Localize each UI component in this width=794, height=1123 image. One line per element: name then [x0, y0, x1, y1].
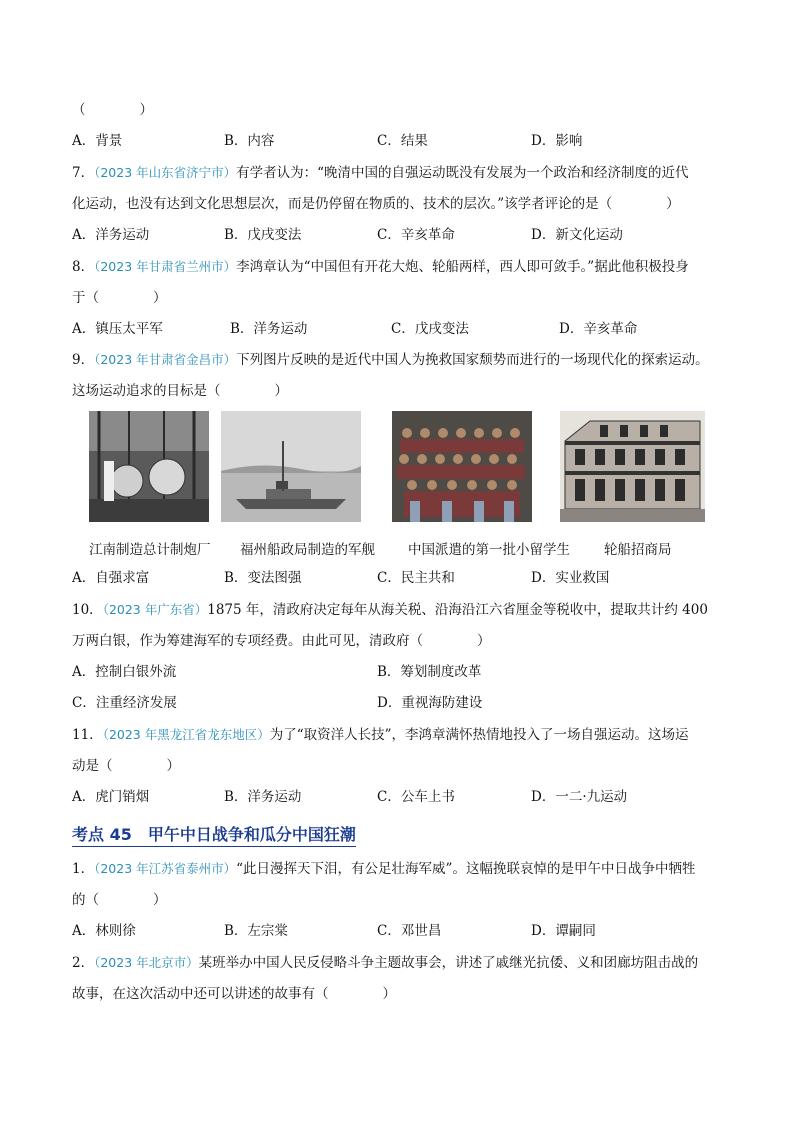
- s1-source: （2023 年江苏省泰州市）: [94, 861, 237, 876]
- q6-option-b: B．内容: [224, 133, 275, 149]
- q10-option-d: D．重视海防建设: [377, 695, 483, 711]
- q6-stem-tail: （ ）: [72, 102, 153, 118]
- q6-option-d: D．影响: [531, 133, 583, 149]
- factory-photo: [89, 411, 209, 522]
- q11-option-c: C．公车上书: [377, 789, 455, 805]
- q11-source: （2023 年黑龙江省龙东地区）: [102, 727, 270, 742]
- s1-option-c: C．邓世昌: [377, 923, 442, 939]
- merchants-bureau-photo: [560, 411, 705, 522]
- s1-option-a: A．林则徐: [72, 923, 136, 939]
- q9-option-b: B．变法图强: [224, 570, 302, 586]
- q9-line1: 9．（2023 年甘肃省金昌市）下列图片反映的是近代中国人为挽救国家颓势而进行的一场现代化的探索运动。: [72, 352, 709, 368]
- q7-option-b: B．戊戌变法: [224, 227, 302, 243]
- q10-option-a: A．控制白银外流: [72, 664, 177, 680]
- q9-source: （2023 年甘肃省金昌市）: [94, 352, 237, 367]
- q9-option-a: A．自强求富: [72, 570, 150, 586]
- q7-option-a: A．洋务运动: [72, 227, 150, 243]
- s1-option-b: B．左宗棠: [224, 923, 288, 939]
- q6-option-a: A．背景: [72, 133, 123, 149]
- q11-option-b: B．洋务运动: [224, 789, 302, 805]
- q8-line2: 于（ ）: [72, 290, 167, 306]
- q6-option-c: C．结果: [377, 133, 428, 149]
- q11-option-d: D．一二·九运动: [531, 789, 628, 805]
- q7-option-d: D．新文化运动: [531, 227, 623, 243]
- q8-option-d: D．辛亥革命: [559, 321, 638, 337]
- caption-students: 中国派遣的第一批小留学生: [408, 542, 570, 558]
- caption-factory: 江南制造总计制炮厂: [89, 542, 211, 558]
- q10-source: （2023 年广东省）: [102, 602, 208, 617]
- q7-option-c: C．辛亥革命: [377, 227, 455, 243]
- caption-merchants: 轮船招商局: [604, 542, 672, 558]
- q7-number: 7．: [72, 165, 95, 181]
- q11-line2: 动是（ ）: [72, 758, 180, 774]
- q9-line2: 这场运动追求的目标是（ ）: [72, 383, 288, 399]
- q8-option-b: B．洋务运动: [230, 321, 308, 337]
- s1-option-d: D．谭嗣同: [531, 923, 596, 939]
- q7-line1: 7．（2023 年山东省济宁市）有学者认为：“晚清中国的自强运动既没有发展为一个政治和经济制度的近代: [72, 165, 689, 181]
- s1-line2: 的（ ）: [72, 892, 167, 908]
- q9-option-c: C．民主共和: [377, 570, 455, 586]
- s2-source: （2023 年北京市）: [94, 955, 199, 970]
- q11-option-a: A．虎门销烟: [72, 789, 150, 805]
- q10-line1: 10．（2023 年广东省）1875 年，清政府决定每年从海关税、沿海沿江六省厘金等税收中，提取共计约 400: [72, 602, 708, 618]
- section-heading: 考点 45 甲午中日战争和瓜分中国狂潮: [72, 822, 356, 847]
- q7-source: （2023 年山东省济宁市）: [94, 165, 237, 180]
- s2-line1: 2．（2023 年北京市）某班举办中国人民反侵略斗争主题故事会，讲述了戚继光抗倭、义和团廊坊阻击战的: [72, 955, 699, 971]
- q8-line1: 8．（2023 年甘肃省兰州市）李鸿章认为“中国但有开花大炮、轮船两样，西人即可敛手。”据此他积极投身: [72, 259, 689, 275]
- students-photo: [392, 411, 532, 522]
- q10-line2: 万两白银，作为筹建海军的专项经费。由此可见，清政府（ ）: [72, 633, 491, 649]
- q10-option-c: C．注重经济发展: [72, 695, 177, 711]
- q8-source: （2023 年甘肃省兰州市）: [94, 259, 237, 274]
- s1-line1: 1．（2023 年江苏省泰州市）“此日漫挥天下泪，有公足壮海军威”。这幅挽联哀悼的是甲午中日战争中牺牲: [72, 861, 696, 877]
- q8-option-c: C．戊戌变法: [391, 321, 469, 337]
- q9-option-d: D．实业救国: [531, 570, 610, 586]
- q11-line1: 11．（2023 年黑龙江省龙东地区）为了“取资洋人长技”，李鸿章满怀热情地投入了一场自强运动。这场运: [72, 727, 689, 743]
- q8-option-a: A．镇压太平军: [72, 321, 163, 337]
- q10-option-b: B．筹划制度改革: [377, 664, 482, 680]
- warship-photo: [221, 411, 361, 522]
- caption-warship: 福州船政局制造的军舰: [240, 542, 375, 558]
- q7-line2: 化运动，也没有达到文化思想层次，而是仍停留在物质的、技术的层次。”该学者评论的是（ ）: [72, 196, 680, 212]
- s2-line2: 故事，在这次活动中还可以讲述的故事有（ ）: [72, 986, 396, 1002]
